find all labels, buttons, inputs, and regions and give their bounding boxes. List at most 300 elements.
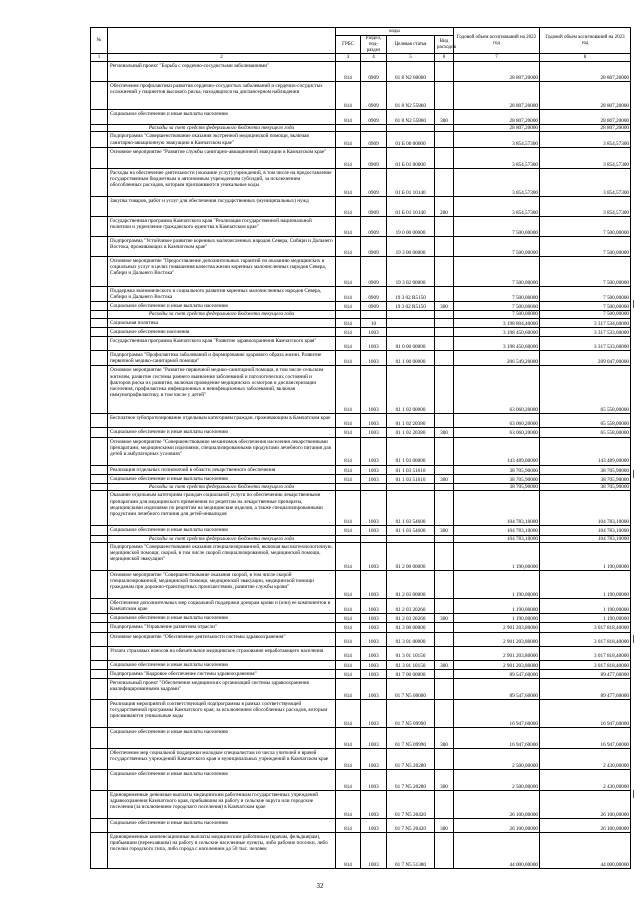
cell-section: 0909 bbox=[361, 286, 387, 301]
cell-vr bbox=[435, 535, 454, 542]
cell-name: Расходы за счет средств федерального бюджета текущего года bbox=[108, 484, 336, 491]
cell-amount-2023: 1 190,00000 bbox=[540, 598, 631, 613]
cell-amount-2022: 3 854,57300 bbox=[454, 147, 540, 168]
column-number: 5 bbox=[387, 54, 435, 62]
cell-amount-2023: 2 430,00000 bbox=[540, 769, 631, 790]
cell-grbs: 814 bbox=[336, 790, 361, 818]
cell-name: Расходы на обеспечение деятельности (оказание услуг) учреждений, в том числе на предоставление государственным бюджетным и автономным учреждениям субсидий, за исключением обособленных расходов, которым присваиваются уникальные коды bbox=[108, 168, 336, 196]
cell-amount-2022: 28 807,20000 bbox=[454, 62, 540, 82]
cell-grbs: 814 bbox=[336, 660, 361, 669]
column-number-row bbox=[91, 54, 631, 62]
cell-amount-2022: 104 783,10000 bbox=[454, 535, 540, 542]
cell-csr bbox=[387, 125, 435, 132]
cell-num bbox=[91, 82, 108, 110]
cell-amount-2022: 38 705,90000 bbox=[454, 484, 540, 491]
cell-section: 1003 bbox=[361, 428, 387, 437]
cell-num bbox=[91, 748, 108, 769]
cell-grbs: 814 bbox=[336, 366, 361, 414]
cell-grbs: 814 bbox=[336, 832, 361, 868]
cell-name: Социальная политика bbox=[108, 318, 336, 327]
cell-grbs: 814 bbox=[336, 526, 361, 535]
cell-grbs: 814 bbox=[336, 302, 361, 311]
cell-amount-2023: 28 807,20000 bbox=[540, 62, 631, 82]
cell-section: 0909 bbox=[361, 216, 387, 236]
cell-num bbox=[91, 168, 108, 196]
cell-grbs: 814 bbox=[336, 62, 361, 82]
cell-name: Единовременные денежные выплаты медицинским работникам государственных учреждений здравоохранения Камчатского края, прибывшим на работу в сельские округа или городские поселения (за исключением городского поселения) в Камчатском крае bbox=[108, 790, 336, 818]
cell-csr: 01 1 03 51610 bbox=[387, 474, 435, 483]
cell-num bbox=[91, 646, 108, 660]
cell-vr bbox=[435, 790, 454, 818]
cell-amount-2023: 16 947,60000 bbox=[540, 699, 631, 727]
cell-section: 1003 bbox=[361, 646, 387, 660]
cell-section bbox=[361, 311, 387, 318]
cell-csr: 01 8 N2 55860 bbox=[387, 110, 435, 125]
cell-grbs: 814 bbox=[336, 256, 361, 286]
table-row bbox=[91, 337, 631, 351]
cell-num bbox=[91, 632, 108, 646]
cell-csr: 01 3 01 10150 bbox=[387, 646, 435, 660]
cell-vr bbox=[435, 484, 454, 491]
cell-name: Основное мероприятие "Совершенствование оказания скорой, в том числе скорой специализированной, медицинской помощи, медицинской эвакуации, медицинской помощи гражданам при дорожно-транспортных происшествиях, развитие службы крови" bbox=[108, 570, 336, 598]
cell-num bbox=[91, 832, 108, 868]
cell-num bbox=[91, 311, 108, 318]
cell-name: Расходы за счет средств федерального бюджета текущего года bbox=[108, 311, 336, 318]
cell-amount-2022: 38 705,90000 bbox=[454, 474, 540, 483]
cell-section bbox=[361, 125, 387, 132]
cell-csr: 19 3 02 R5150 bbox=[387, 302, 435, 311]
cell-grbs: 814 bbox=[336, 669, 361, 678]
cell-name: Региональный проект "Борьба с сердечно-сосудистыми заболеваниями" bbox=[108, 62, 336, 82]
cell-section: 1003 bbox=[361, 542, 387, 570]
cell-name: Социальное обеспечение и иные выплаты населению bbox=[108, 727, 336, 748]
cell-section: 0909 bbox=[361, 236, 387, 256]
cell-vr: 300 bbox=[435, 428, 454, 437]
cell-grbs: 814 bbox=[336, 132, 361, 147]
cell-amount-2023: 28 807,20000 bbox=[540, 82, 631, 110]
cell-vr: 300 bbox=[435, 727, 454, 748]
cell-section bbox=[361, 535, 387, 542]
cell-vr bbox=[435, 465, 454, 474]
cell-vr bbox=[435, 748, 454, 769]
table-row bbox=[91, 168, 631, 196]
cell-section: 1003 bbox=[361, 669, 387, 678]
cell-name: Закупка товаров, работ и услуг для обеспечения государственных (муниципальных) нужд bbox=[108, 196, 336, 216]
cell-amount-2023: 89 477,60000 bbox=[540, 678, 631, 699]
cell-vr bbox=[435, 311, 454, 318]
table-row bbox=[91, 110, 631, 125]
cell-csr: 01 1 03 54600 bbox=[387, 491, 435, 526]
cell-amount-2023: 3 854,57300 bbox=[540, 196, 631, 216]
table-row bbox=[91, 614, 631, 623]
cell-num bbox=[91, 660, 108, 669]
cell-amount-2022: 7 500,00000 bbox=[454, 236, 540, 256]
cell-grbs: 814 bbox=[336, 678, 361, 699]
table-row bbox=[91, 125, 631, 132]
cell-vr: 300 bbox=[435, 769, 454, 790]
scan-margin-mark bbox=[633, 300, 638, 308]
cell-csr: 01 7 N5 20420 bbox=[387, 790, 435, 818]
cell-amount-2022: 1 190,00000 bbox=[454, 570, 540, 598]
cell-amount-2023: 1 190,00000 bbox=[540, 542, 631, 570]
cell-name: Социальное обеспечение и иные выплаты населению bbox=[108, 302, 336, 311]
cell-amount-2022: 2 500,00000 bbox=[454, 748, 540, 769]
table-row bbox=[91, 474, 631, 483]
table-row bbox=[91, 484, 631, 491]
cell-vr bbox=[435, 82, 454, 110]
cell-amount-2023: 3 317 533,60000 bbox=[540, 337, 631, 351]
cell-name: Социальное обеспечение населения bbox=[108, 327, 336, 336]
cell-name: Подпрограмма "Совершенствование оказания специализированной, включая высокотехнологичную, медицинской помощи, скорой, в том числе скорой специализированной, медицинской помощи, медицинской эвакуации" bbox=[108, 542, 336, 570]
table-row bbox=[91, 428, 631, 437]
cell-amount-2023: 7 500,00000 bbox=[540, 302, 631, 311]
cell-name: Основное мероприятие "Совершенствование механизмов обеспечения населения лекарственными препаратами, медицинскими изделиями, специализированными продуктами лечебного питания для детей в амбулаторных условиях" bbox=[108, 437, 336, 465]
cell-vr bbox=[435, 318, 454, 327]
table-row bbox=[91, 327, 631, 336]
cell-grbs bbox=[336, 535, 361, 542]
cell-amount-2023: 2 430,00000 bbox=[540, 748, 631, 769]
cell-section: 1003 bbox=[361, 818, 387, 832]
cell-amount-2023: 3 854,57300 bbox=[540, 132, 631, 147]
cell-vr bbox=[435, 414, 454, 428]
cell-num bbox=[91, 147, 108, 168]
cell-vr bbox=[435, 366, 454, 414]
cell-name: Подпрограмма "Кадровое обеспечение системы здравоохранения" bbox=[108, 669, 336, 678]
cell-num bbox=[91, 790, 108, 818]
cell-csr: 19 3 02 R5150 bbox=[387, 286, 435, 301]
cell-amount-2022: 143 489,00000 bbox=[454, 437, 540, 465]
cell-csr: 01 8 N2 55860 bbox=[387, 82, 435, 110]
cell-grbs bbox=[336, 125, 361, 132]
cell-amount-2022: 38 705,90000 bbox=[454, 465, 540, 474]
cell-grbs: 814 bbox=[336, 286, 361, 301]
cell-amount-2023: 26 100,00000 bbox=[540, 790, 631, 818]
cell-amount-2023: 209 047,00000 bbox=[540, 351, 631, 366]
cell-section: 10 bbox=[361, 318, 387, 327]
cell-amount-2023: 38 705,90000 bbox=[540, 465, 631, 474]
cell-num bbox=[91, 614, 108, 623]
cell-vr bbox=[435, 699, 454, 727]
cell-csr: 01 2 00 00000 bbox=[387, 542, 435, 570]
cell-section: 1003 bbox=[361, 790, 387, 818]
cell-csr: 01 1 03 51610 bbox=[387, 465, 435, 474]
cell-amount-2023: 38 705,90000 bbox=[540, 484, 631, 491]
cell-section: 1003 bbox=[361, 474, 387, 483]
cell-num bbox=[91, 125, 108, 132]
cell-vr bbox=[435, 256, 454, 286]
cell-amount-2023: 65 558,00000 bbox=[540, 414, 631, 428]
column-number: 1 bbox=[91, 54, 108, 62]
cell-section: 1003 bbox=[361, 491, 387, 526]
cell-amount-2023: 65 558,00000 bbox=[540, 366, 631, 414]
cell-grbs: 814 bbox=[336, 646, 361, 660]
cell-amount-2022: 63 060,20000 bbox=[454, 366, 540, 414]
cell-amount-2023: 1 190,00000 bbox=[540, 570, 631, 598]
cell-num bbox=[91, 727, 108, 748]
cell-num bbox=[91, 437, 108, 465]
cell-name: Социальное обеспечение и иные выплаты населению bbox=[108, 660, 336, 669]
cell-csr: 01 3 01 00000 bbox=[387, 632, 435, 646]
cell-vr bbox=[435, 125, 454, 132]
cell-amount-2022: 1 190,00000 bbox=[454, 542, 540, 570]
cell-num bbox=[91, 474, 108, 483]
cell-num bbox=[91, 302, 108, 311]
cell-vr bbox=[435, 632, 454, 646]
cell-name: Расходы за счет средств федерального бюджета текущего года bbox=[108, 125, 336, 132]
cell-section: 0909 bbox=[361, 168, 387, 196]
table-row bbox=[91, 236, 631, 256]
table-row bbox=[91, 646, 631, 660]
table-row bbox=[91, 82, 631, 110]
cell-amount-2023: 143 489,00000 bbox=[540, 437, 631, 465]
cell-grbs: 814 bbox=[336, 351, 361, 366]
table-row bbox=[91, 196, 631, 216]
cell-amount-2023: 7 500,00000 bbox=[540, 286, 631, 301]
cell-csr bbox=[387, 535, 435, 542]
cell-section: 1003 bbox=[361, 351, 387, 366]
cell-num bbox=[91, 669, 108, 678]
cell-name: Подпрограмма "Устойчивое развитие коренных малочисленных народов Севера, Сибири и Дальнего Востока, проживающих в Камчатском крае" bbox=[108, 236, 336, 256]
cell-csr bbox=[387, 327, 435, 336]
cell-amount-2022: 89 547,60000 bbox=[454, 669, 540, 678]
cell-amount-2022: 44 000,00000 bbox=[454, 832, 540, 868]
cell-csr: 01 Б 00 00000 bbox=[387, 132, 435, 147]
cell-grbs: 814 bbox=[336, 748, 361, 769]
cell-num bbox=[91, 678, 108, 699]
cell-num bbox=[91, 818, 108, 832]
cell-vr: 300 bbox=[435, 302, 454, 311]
cell-amount-2022: 2 500,00000 bbox=[454, 769, 540, 790]
table-row bbox=[91, 256, 631, 286]
cell-grbs: 814 bbox=[336, 318, 361, 327]
cell-vr bbox=[435, 491, 454, 526]
cell-section: 0909 bbox=[361, 82, 387, 110]
budget-table bbox=[90, 27, 631, 869]
cell-vr: 300 bbox=[435, 660, 454, 669]
cell-section: 0909 bbox=[361, 132, 387, 147]
column-number: 6 bbox=[435, 54, 454, 62]
cell-grbs: 814 bbox=[336, 570, 361, 598]
cell-section: 1003 bbox=[361, 598, 387, 613]
cell-num bbox=[91, 286, 108, 301]
cell-amount-2023: 7 500,00000 bbox=[540, 236, 631, 256]
cell-amount-2022: 7 500,00000 bbox=[454, 311, 540, 318]
cell-section: 1003 bbox=[361, 769, 387, 790]
cell-section: 1003 bbox=[361, 748, 387, 769]
cell-csr: 01 8 N2 00000 bbox=[387, 62, 435, 82]
table-row bbox=[91, 132, 631, 147]
cell-amount-2022: 63 060,20000 bbox=[454, 428, 540, 437]
cell-num bbox=[91, 598, 108, 613]
cell-amount-2022: 16 947,60000 bbox=[454, 727, 540, 748]
cell-grbs: 814 bbox=[336, 236, 361, 256]
cell-vr bbox=[435, 437, 454, 465]
cell-name: Уплата страховых взносов на обязательное медицинское страхование неработающего населения bbox=[108, 646, 336, 660]
cell-vr: 300 bbox=[435, 110, 454, 125]
cell-section: 0909 bbox=[361, 62, 387, 82]
cell-amount-2022: 104 783,10000 bbox=[454, 491, 540, 526]
cell-vr bbox=[435, 832, 454, 868]
cell-name: Региональный проект "Обеспечение медицинских организаций системы здравоохранения квалифицированными кадрами" bbox=[108, 678, 336, 699]
cell-amount-2022: 28 807,20000 bbox=[454, 110, 540, 125]
cell-section: 1003 bbox=[361, 660, 387, 669]
cell-csr: 19 0 00 00000 bbox=[387, 216, 435, 236]
cell-csr: 01 Б 01 00000 bbox=[387, 147, 435, 168]
cell-amount-2022: 7 500,00000 bbox=[454, 216, 540, 236]
column-number: 7 bbox=[454, 54, 540, 62]
cell-num bbox=[91, 699, 108, 727]
cell-section: 1003 bbox=[361, 437, 387, 465]
cell-section: 1003 bbox=[361, 678, 387, 699]
cell-grbs bbox=[336, 311, 361, 318]
cell-csr: 01 Б 01 10140 bbox=[387, 196, 435, 216]
cell-num bbox=[91, 256, 108, 286]
cell-name: Основное мероприятие "Обеспечение деятельности системы здравоохранения" bbox=[108, 632, 336, 646]
table-row bbox=[91, 535, 631, 542]
cell-grbs: 814 bbox=[336, 474, 361, 483]
cell-section: 0909 bbox=[361, 196, 387, 216]
cell-amount-2023: 3 854,57300 bbox=[540, 147, 631, 168]
cell-section: 1003 bbox=[361, 337, 387, 351]
cell-amount-2022: 89 547,60000 bbox=[454, 678, 540, 699]
cell-grbs: 814 bbox=[336, 110, 361, 125]
cell-grbs: 814 bbox=[336, 337, 361, 351]
cell-name: Оказание отдельным категориям граждан социальной услуги по обеспечению лекарственными препаратами для медицинского применения по рецептам на лекарственные препараты, медицинскими изделиями по рецептам на медицинские изделия, а также специализированными продуктами лечебного питания для детей-инвалидов bbox=[108, 491, 336, 526]
cell-num bbox=[91, 414, 108, 428]
cell-vr bbox=[435, 570, 454, 598]
cell-section: 1003 bbox=[361, 526, 387, 535]
table-row bbox=[91, 286, 631, 301]
cell-amount-2023: 16 947,60000 bbox=[540, 727, 631, 748]
budget-document bbox=[90, 27, 630, 892]
table-row bbox=[91, 437, 631, 465]
cell-num bbox=[91, 236, 108, 256]
table-row bbox=[91, 699, 631, 727]
cell-name: Основное мероприятие "Развитие первичной медико-санитарной помощи, в том числе сельским жителям, развитие системы раннего выявления заболеваний и патологических состояний и факторов риска их развития, включая проведение медицинских осмотров и диспансеризации населения, профилактика инфекционных и неинфекционных заболеваний, включая иммунопрофилактику, в том числе у детей" bbox=[108, 366, 336, 414]
cell-vr bbox=[435, 351, 454, 366]
cell-name: Реализация мероприятий соответствующей подпрограммы в рамках соответствующей государственной программы Камчатского края, за исключением обособленных расходов, которым присваиваются уникальные коды bbox=[108, 699, 336, 727]
cell-section: 1003 bbox=[361, 414, 387, 428]
table-row bbox=[91, 62, 631, 82]
cell-amount-2023: 26 100,00000 bbox=[540, 818, 631, 832]
header-number: № bbox=[91, 28, 108, 54]
cell-amount-2022: 7 500,00000 bbox=[454, 286, 540, 301]
cell-amount-2023: 1 190,00000 bbox=[540, 614, 631, 623]
table-row bbox=[91, 660, 631, 669]
table-row bbox=[91, 491, 631, 526]
cell-grbs: 814 bbox=[336, 699, 361, 727]
cell-name: Поддержка экономического и социального развития коренных малочисленных народов Севера, Сибири и Дальнего Востока bbox=[108, 286, 336, 301]
cell-vr bbox=[435, 132, 454, 147]
table-row bbox=[91, 832, 631, 868]
table-body bbox=[91, 62, 631, 869]
cell-amount-2022: 3 198 450,60000 bbox=[454, 337, 540, 351]
cell-name: Подпрограмма "Совершенствование оказания экстренной медицинской помощи, включая санитарно-авиационную эвакуацию в Камчатском крае" bbox=[108, 132, 336, 147]
cell-vr: 300 bbox=[435, 474, 454, 483]
cell-num bbox=[91, 216, 108, 236]
cell-section: 1003 bbox=[361, 727, 387, 748]
cell-section: 1003 bbox=[361, 623, 387, 632]
cell-amount-2022: 16 947,60000 bbox=[454, 699, 540, 727]
cell-grbs: 814 bbox=[336, 82, 361, 110]
cell-amount-2022: 2 901 203,80000 bbox=[454, 623, 540, 632]
column-number: 3 bbox=[336, 54, 361, 62]
cell-grbs: 814 bbox=[336, 818, 361, 832]
cell-amount-2023: 65 558,00000 bbox=[540, 428, 631, 437]
cell-grbs: 814 bbox=[336, 196, 361, 216]
header-codes: коды bbox=[336, 28, 454, 36]
table-row bbox=[91, 216, 631, 236]
table-row bbox=[91, 542, 631, 570]
header-csr: Целевая статья bbox=[387, 36, 435, 54]
page-number: 32 bbox=[316, 882, 324, 890]
scan-margin-mark bbox=[633, 470, 638, 478]
table-row bbox=[91, 318, 631, 327]
cell-amount-2022: 63 060,20000 bbox=[454, 414, 540, 428]
cell-name: Обеспечение профилактики развития сердечно-сосудистых заболеваний и сердечно-сосудистых осложнений у пациентов высокого риска, находящихся на диспансерном наблюдении bbox=[108, 82, 336, 110]
cell-vr bbox=[435, 542, 454, 570]
cell-num bbox=[91, 366, 108, 414]
cell-amount-2022: 3 854,57300 bbox=[454, 168, 540, 196]
cell-name: Социальное обеспечение и иные выплаты населению bbox=[108, 474, 336, 483]
table-row bbox=[91, 351, 631, 366]
column-number: 8 bbox=[540, 54, 631, 62]
cell-grbs bbox=[336, 484, 361, 491]
cell-amount-2022: 3 854,57300 bbox=[454, 196, 540, 216]
cell-name: Государственная программа Камчатского края "Развитие здравоохранения Камчатского края" bbox=[108, 337, 336, 351]
cell-num bbox=[91, 337, 108, 351]
cell-csr: 19 3 00 00000 bbox=[387, 236, 435, 256]
table-row bbox=[91, 570, 631, 598]
cell-num bbox=[91, 491, 108, 526]
cell-name: Расходы за счет средств федерального бюджета текущего года bbox=[108, 535, 336, 542]
cell-grbs: 814 bbox=[336, 769, 361, 790]
cell-csr: 01 7 00 00000 bbox=[387, 669, 435, 678]
cell-amount-2023: 3 017 818,40000 bbox=[540, 632, 631, 646]
cell-section: 1003 bbox=[361, 327, 387, 336]
cell-csr: 01 7 N5 09990 bbox=[387, 727, 435, 748]
cell-csr: 01 2 03 20260 bbox=[387, 614, 435, 623]
cell-amount-2023: 7 500,00000 bbox=[540, 216, 631, 236]
column-number: 2 bbox=[108, 54, 336, 62]
cell-csr bbox=[387, 484, 435, 491]
cell-vr: 200 bbox=[435, 196, 454, 216]
cell-vr bbox=[435, 236, 454, 256]
cell-grbs: 814 bbox=[336, 491, 361, 526]
cell-num bbox=[91, 526, 108, 535]
table-row bbox=[91, 669, 631, 678]
cell-grbs: 814 bbox=[336, 598, 361, 613]
cell-amount-2022: 3 198 804,40000 bbox=[454, 318, 540, 327]
cell-num bbox=[91, 623, 108, 632]
cell-name: Основное мероприятие "Развитие службы санитарно-авиационной эвакуации в Камчатском крае" bbox=[108, 147, 336, 168]
header-name bbox=[108, 28, 336, 54]
table-row bbox=[91, 147, 631, 168]
cell-vr bbox=[435, 327, 454, 336]
cell-grbs: 814 bbox=[336, 414, 361, 428]
cell-name: Обеспечение дополнительных мер социальной поддержки донорам крови и (или) ее компонентов в Камчатском крае bbox=[108, 598, 336, 613]
cell-name: Подпрограмма "Профилактика заболеваний и формирование здорового образа жизни. Развитие первичной медико-санитарной помощи" bbox=[108, 351, 336, 366]
cell-vr bbox=[435, 216, 454, 236]
header-section: Раздел, под-раздел bbox=[361, 36, 387, 54]
cell-name: Бесплатное зубопротезирование отдельным категориям граждан, проживающим в Камчатском крае bbox=[108, 414, 336, 428]
cell-csr: 01 1 02 20380 bbox=[387, 414, 435, 428]
cell-csr: 01 1 02 00000 bbox=[387, 366, 435, 414]
cell-section: 0909 bbox=[361, 147, 387, 168]
header-year-2022: Годовой объем ассигнований на 2022 год bbox=[454, 28, 540, 54]
table-row bbox=[91, 748, 631, 769]
cell-csr: 19 3 02 00000 bbox=[387, 256, 435, 286]
